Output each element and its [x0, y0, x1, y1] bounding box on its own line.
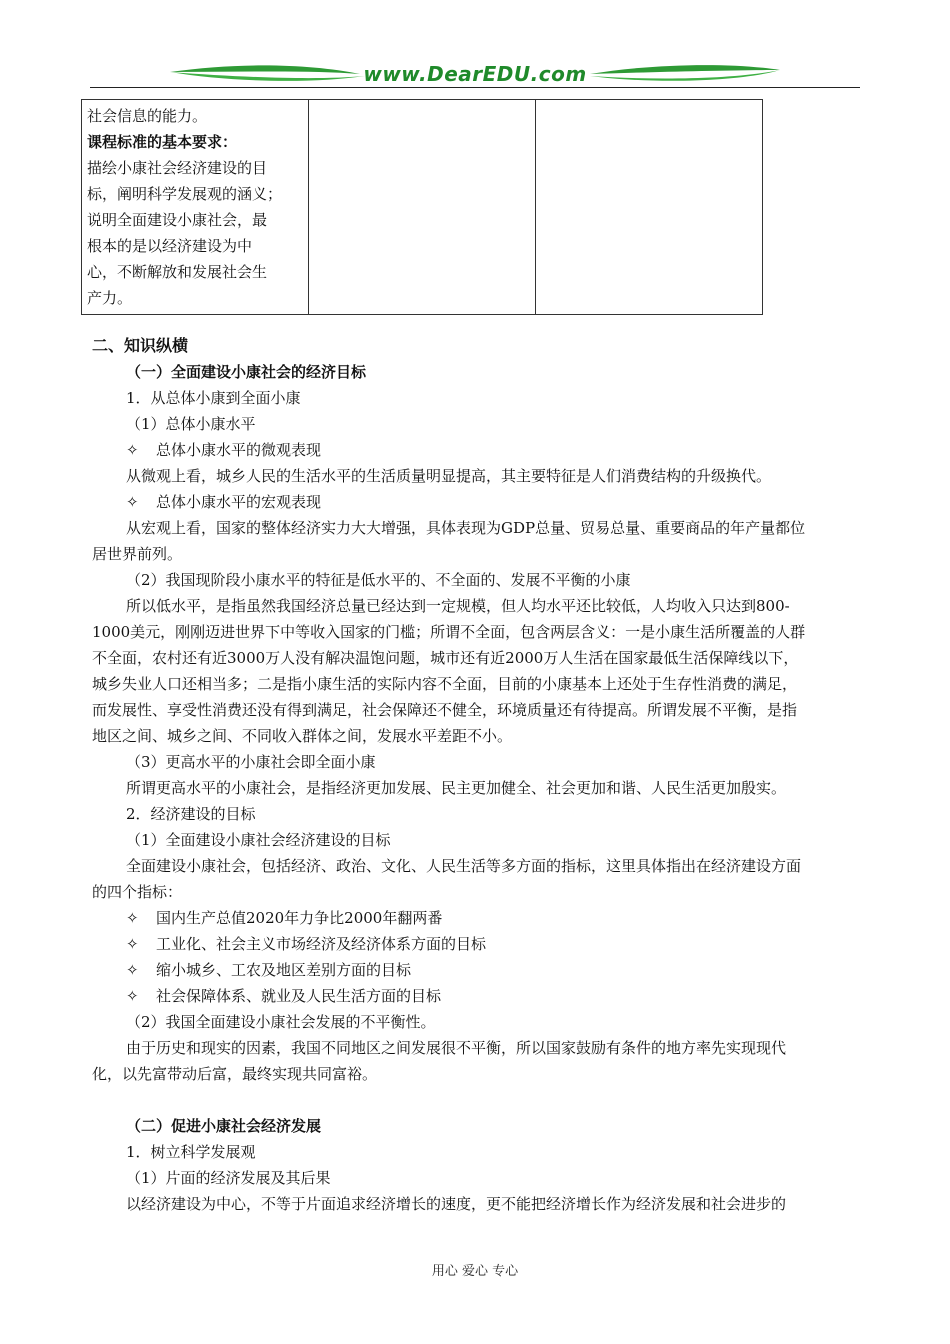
- bullet-text: 社会保障体系、就业及人民生活方面的目标: [156, 987, 442, 1005]
- table-cell-text-line: 社会信息的能力。: [87, 107, 208, 125]
- table-cell-text-line: 描绘小康社会经济建设的目: [87, 159, 268, 177]
- diamond-bullet-icon: ✧: [126, 935, 139, 953]
- table-cell-text-line: 根本的是以经济建设为中: [87, 237, 253, 255]
- table-cell-text-line: 产力。: [87, 289, 133, 307]
- bullet-text: 总体小康水平的微观表现: [156, 441, 322, 459]
- paragraph-line: 而发展性、享受性消费还没有得到满足，社会保障还不健全，环境质量还有待提高。所谓发展不平衡，是指: [92, 701, 798, 719]
- site-logo[interactable]: www.DearEDU.com: [363, 62, 587, 86]
- bullet-text: 缩小城乡、工农及地区差别方面的目标: [156, 961, 412, 979]
- main-content: [92, 333, 862, 1217]
- page-header: [90, 58, 860, 90]
- table-cell-text-line: 标，阐明科学发展观的涵义；: [87, 185, 283, 203]
- bullet-item: [92, 489, 862, 515]
- header-divider: [90, 87, 860, 88]
- paragraph-line: （2）我国现阶段小康水平的特征是低水平的、不全面的、发展不平衡的小康: [126, 571, 631, 589]
- paragraph-line: 由于历史和现实的因素，我国不同地区之间发展很不平衡，所以国家鼓励有条件的地方率先实现现代: [126, 1039, 787, 1057]
- paragraph-line: 居世界前列。: [92, 545, 183, 563]
- blank-spacer: [92, 1087, 862, 1113]
- page-footer: 用心 爱心 专心: [431, 1264, 519, 1279]
- paragraph-line: （2）我国全面建设小康社会发展的不平衡性。: [126, 1013, 436, 1031]
- section-heading: 二、知识纵横: [92, 336, 189, 355]
- paragraph-line: （1）片面的经济发展及其后果: [126, 1169, 331, 1187]
- bullet-text: 工业化、社会主义市场经济及经济体系方面的目标: [156, 935, 487, 953]
- paragraph-line: 1．树立科学发展观: [126, 1143, 256, 1161]
- bullet-item: [92, 957, 862, 983]
- paragraph-line: （1）全面建设小康社会经济建设的目标: [126, 831, 391, 849]
- table-cell-requirements: [82, 100, 309, 315]
- paragraph-line: 从微观上看，城乡人民的生活水平的生活质量明显提高，其主要特征是人们消费结构的升级换代。: [126, 467, 772, 485]
- bullet-item: [92, 905, 862, 931]
- paragraph-line: 1000美元，刚刚迈进世界下中等收入国家的门槛；所谓不全面，包含两层含义：一是小康生活所覆盖的人群: [92, 623, 806, 641]
- bullet-text: 总体小康水平的宏观表现: [156, 493, 322, 511]
- table-cell-text-line: 说明全面建设小康社会，最: [87, 211, 268, 229]
- paragraph-line: 不全面，农村还有近3000万人没有解决温饱问题，城市还有近2000万人生活在国家最低生活保障线以下，: [92, 649, 799, 667]
- bullet-item: [92, 437, 862, 463]
- table-cell-text-line: 心，不断解放和发展社会生: [87, 263, 268, 281]
- paragraph-line: 全面建设小康社会，包括经济、政治、文化、人民生活等多方面的指标，这里具体指出在经济建设方面: [126, 857, 802, 875]
- paragraph-line: 城乡失业人口还相当多；二是指小康生活的实际内容不全面，目前的小康基本上还处于生存性消费的满足，: [92, 675, 798, 693]
- diamond-bullet-icon: ✧: [126, 987, 139, 1005]
- paragraph-line: 的四个指标：: [92, 883, 183, 901]
- curriculum-table: [81, 99, 763, 315]
- paragraph-line: （3）更高水平的小康社会即全面小康: [126, 753, 376, 771]
- paragraph-line: （1）总体小康水平: [126, 415, 256, 433]
- bullet-item: [92, 983, 862, 1009]
- subsection-heading: （一）全面建设小康社会的经济目标: [126, 363, 367, 381]
- diamond-bullet-icon: ✧: [126, 909, 139, 927]
- bullet-item: [92, 931, 862, 957]
- paragraph-line: 地区之间、城乡之间、不同收入群体之间，发展水平差距不小。: [92, 727, 513, 745]
- subsection-heading: （二）促进小康社会经济发展: [126, 1117, 322, 1135]
- bullet-text: 国内生产总值2020年力争比2000年翻两番: [156, 909, 443, 927]
- paragraph-line: 从宏观上看，国家的整体经济实力大大增强，具体表现为GDP总量、贸易总量、重要商品的年产量都位: [126, 519, 806, 537]
- paragraph-line: 1．从总体小康到全面小康: [126, 389, 301, 407]
- table-cell-empty-2: [309, 100, 536, 315]
- diamond-bullet-icon: ✧: [126, 493, 139, 511]
- paragraph-line: 所以低水平，是指虽然我国经济总量已经达到一定规模，但人均水平还比较低，人均收入只达到800-: [126, 597, 790, 615]
- paragraph-line: 以经济建设为中心，不等于片面追求经济增长的速度，更不能把经济增长作为经济发展和社会进步的: [126, 1195, 787, 1213]
- diamond-bullet-icon: ✧: [126, 441, 139, 459]
- table-cell-empty-3: [536, 100, 763, 315]
- paragraph-line: 2．经济建设的目标: [126, 805, 256, 823]
- table-cell-heading: 课程标准的基本要求：: [87, 133, 238, 151]
- paragraph-line: 化，以先富带动后富，最终实现共同富裕。: [92, 1065, 378, 1083]
- paragraph-line: 所谓更高水平的小康社会，是指经济更加发展、民主更加健全、社会更加和谐、人民生活更加殷实。: [126, 779, 787, 797]
- diamond-bullet-icon: ✧: [126, 961, 139, 979]
